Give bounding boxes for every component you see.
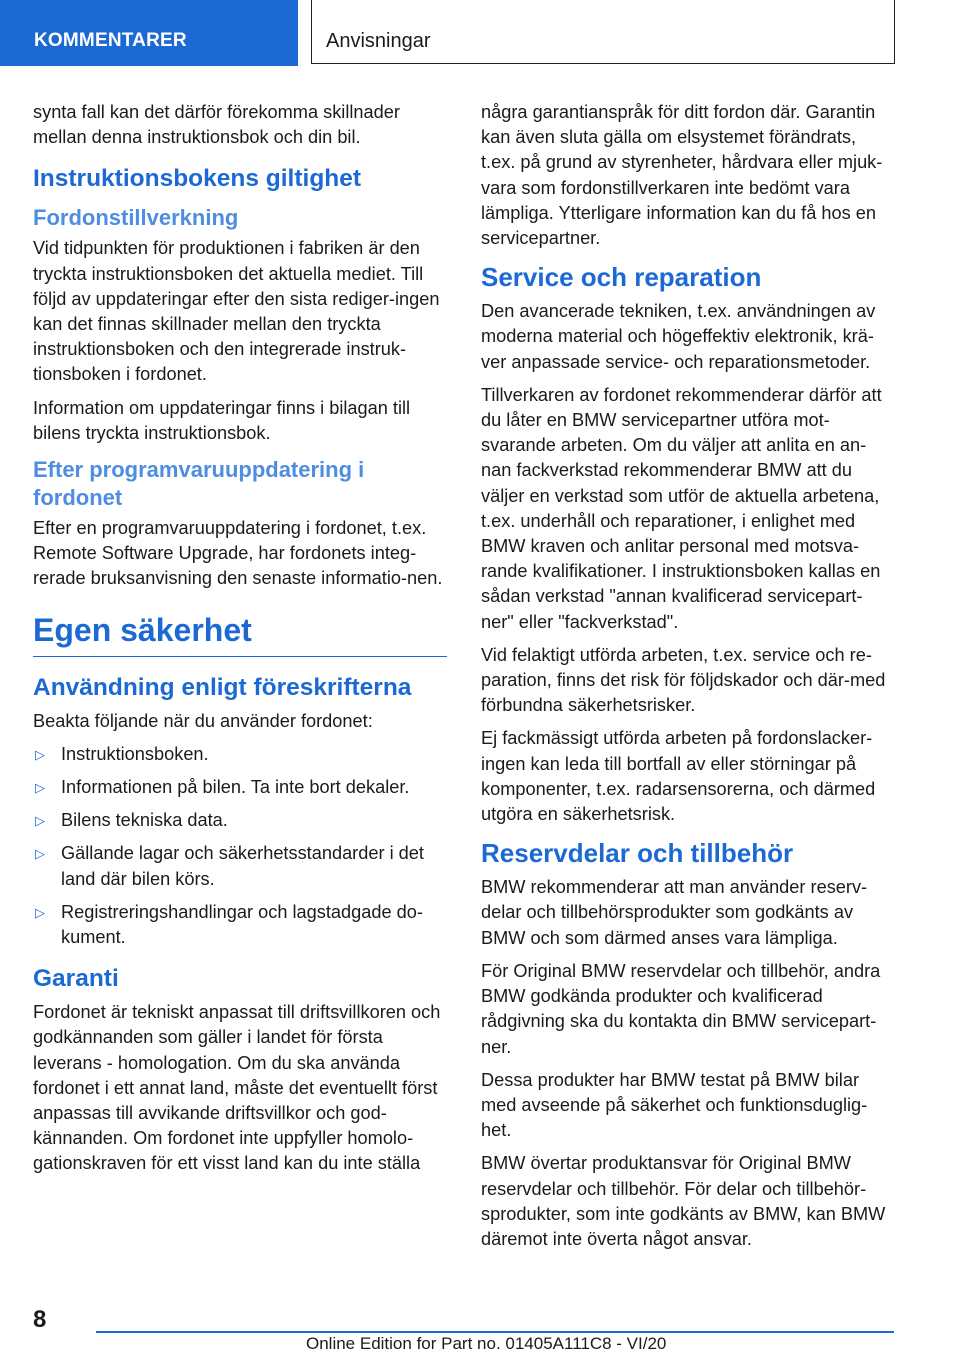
page-header — [0, 0, 960, 66]
heading-fordonstillverkning: Fordonstillverkning — [33, 205, 239, 231]
list-item — [33, 808, 447, 833]
paragraph-tidpunkten: Vid tidpunkten för produktionen i fabriken är den tryckta instruktionsboken det aktuella mediet. Till följd av uppdateringar efter den sista rediger-ingen kan det finnas skillnader mellan den tryckta instruktionsboken och den integrerade instruk-tionsboken i fordonet. — [33, 238, 440, 385]
list-item-text: Gällande lagar och säkerhetsstandarder i det land där bilen körs. — [61, 843, 424, 889]
paragraph-reservdelar-3: Dessa produkter har BMW testat på BMW bilar med avseende på säkerhet och funktionsduglig-het. — [481, 1069, 868, 1141]
paragraph-reservdelar-4: BMW övertar produktansvar för Original BMW reservdelar och tillbehör. För delar och tillbehör-sprodukter, som inte godkänts av BMW, kan BMW däremot inte överta något ansvar. — [481, 1153, 886, 1249]
list-item-text: Instruktionsboken. — [61, 743, 209, 764]
list-item — [33, 775, 447, 800]
heading-egen-sakerhet: Egen säkerhet — [33, 610, 447, 657]
paragraph-garanti-continued: några garantianspråk för ditt fordon där. Garantin kan även sluta gälla om elsystemet förändrats, t.ex. på grund av styrenheter, hårdvara eller mjuk-vara som fordonstillverkaren inte bedömt vara lämpliga. Ytterligare information kan du få hos en servicepartner. — [481, 102, 883, 249]
paragraph-beakta: Beakta följande när du använder fordonet: — [33, 710, 373, 731]
bullet-list — [33, 742, 447, 950]
paragraph-service-1: Den avancerade tekniken, t.ex. användningen av moderna material och högeffektiv elektronik, krä-ver anpassade service- och reparationsmetoder. — [481, 301, 876, 372]
heading-anvandning-enligt-foreskrifterna: Användning enligt föreskrifterna — [33, 673, 412, 701]
list-item-text: Informationen på bilen. Ta inte bort dekaler. — [61, 777, 410, 798]
left-column — [33, 100, 447, 1185]
paragraph-service-4: Ej fackmässigt utförda arbeten på fordonslacker-ingen kan leda till bortfall av eller störningar på komponenter, t.ex. radarsensorerna, och därmed utgöra en säkerhetsrisk. — [481, 728, 876, 825]
chapter-tab-kommentarer[interactable]: KOMMENTARER — [0, 0, 298, 66]
triangle-right-icon: ▷ — [35, 813, 45, 829]
paragraph-information: Information om uppdateringar finns i bilagan till bilens tryckta instruktionsbok. — [33, 397, 411, 443]
list-item — [33, 900, 447, 950]
paragraph-reservdelar-2: För Original BMW reservdelar och tillbehör, andra BMW godkända produkter och kvalificerad rådgivning ska du kontakta din BMW servicepart-ner. — [481, 960, 881, 1057]
footer-edition: Online Edition for Part no. 01405A111C8 - VI/20 — [306, 1334, 667, 1353]
paragraph-reservdelar-1: BMW rekommenderar att man använder reserv-delar och tillbehörsprodukter som godkänts av BMW och som därmed anses vara lämpliga. — [481, 877, 868, 948]
list-item — [33, 841, 447, 891]
heading-service-och-reparation: Service och reparation — [481, 262, 762, 293]
triangle-right-icon: ▷ — [35, 746, 45, 762]
page-number: 8 — [33, 1306, 47, 1333]
triangle-right-icon: ▷ — [35, 904, 45, 920]
triangle-right-icon: ▷ — [35, 846, 45, 862]
heading-reservdelar-och-tillbehor: Reservdelar och tillbehör — [481, 838, 794, 869]
paragraph-service-2: Tillverkaren av fordonet rekommenderar därför att du låter en BMW servicepartner utföra mot-svarande arbeten. Om du väljer att anlita en an-nan fackverkstad rekommenderar BMW att du väljer en verkstad som utför de aktuella arbetena, t.ex. underhåll och reparationer, i enlighet med BMW kraven och anlitar personal med motsva-rande kvalifikationer. I instruktionsboken kallas en sådan verkstad "annan kvalificerad servicepart-ner" eller "fackverkstad". — [481, 384, 882, 632]
heading-efter-programvaruuppdatering: Efter programvaruuppdatering i fordonet — [33, 457, 365, 511]
section-tab-anvisningar[interactable]: Anvisningar — [311, 0, 895, 64]
paragraph-intro: synta fall kan det därför förekomma skillnader mellan denna instruktionsbok och din bil. — [33, 102, 400, 148]
footer-divider — [96, 1331, 894, 1333]
list-item-text: Registreringshandlingar och lagstadgade do-kument. — [61, 901, 423, 948]
list-item-text: Bilens tekniska data. — [61, 810, 228, 831]
heading-garanti: Garanti — [33, 965, 119, 993]
list-item — [33, 742, 447, 767]
triangle-right-icon: ▷ — [35, 780, 45, 796]
paragraph-service-3: Vid felaktigt utförda arbeten, t.ex. service och re-paration, finns det risk för följdskador och där-med förbundna säkerhetsrisker. — [481, 644, 886, 716]
right-column — [481, 100, 895, 1260]
heading-instruktionsbokens-giltighet: Instruktionsbokens giltighet — [33, 165, 362, 193]
paragraph-garanti: Fordonet är tekniskt anpassat till driftsvillkoren och godkännanden som gäller i landet för första leverans - homologation. Om du ska använda fordonet i ett annat land, måste det eventuellt först anpassas till avvikande driftsvillkor och god-kännanden. Om fordonet inte uppfyller homolo-gationskraven för ett visst land kan du inte ställa — [33, 1002, 441, 1174]
paragraph-efter: Efter en programvaruuppdatering i fordonet, t.ex. Remote Software Upgrade, har fordonets integ-rerade bruksanvisning den senaste informatio-nen. — [33, 518, 443, 589]
